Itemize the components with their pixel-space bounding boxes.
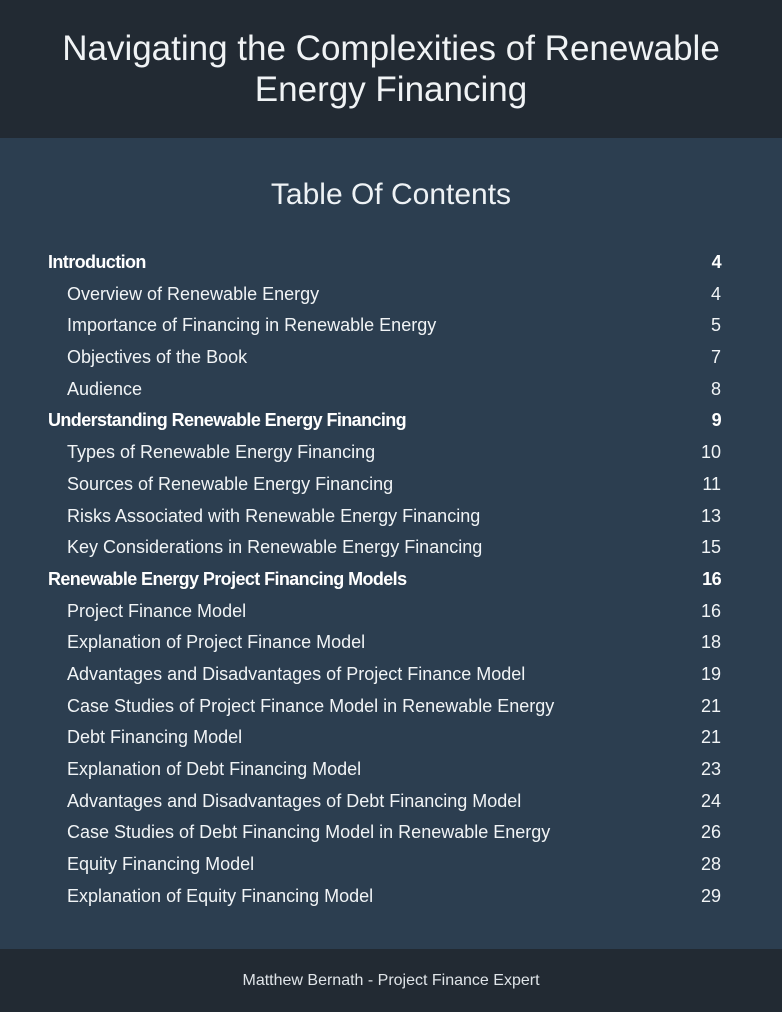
- toc-section-entry[interactable]: [48, 469, 721, 501]
- toc-section-entry[interactable]: [48, 659, 721, 691]
- toc-entry-page-number: 21: [700, 695, 721, 716]
- toc-entry-page-number: 4: [710, 283, 721, 304]
- toc-entry-page-number: 15: [700, 537, 721, 558]
- toc-entry-label: Debt Financing Model: [67, 727, 243, 748]
- toc-section-entry[interactable]: [48, 596, 721, 628]
- toc-entry-page-number: 16: [700, 600, 721, 621]
- book-title: Navigating the Complexities of Renewable Energy Financing: [62, 29, 720, 109]
- toc-entry-label: Renewable Energy Project Financing Models: [48, 568, 407, 589]
- toc-section-entry[interactable]: [48, 279, 721, 311]
- toc-section-entry[interactable]: [48, 437, 721, 469]
- toc-entry-label: Objectives of the Book: [67, 347, 248, 368]
- toc-entry-page-number: 23: [700, 759, 721, 779]
- toc-entry-page-number: 10: [700, 442, 721, 463]
- toc-section-entry[interactable]: [48, 501, 721, 533]
- toc-entry-label: Advantages and Disadvantages of Project Finance Model: [67, 663, 526, 684]
- toc-entry-page-number: 8: [710, 378, 721, 399]
- toc-entry-label: Risks Associated with Renewable Energy Financing: [67, 505, 481, 526]
- toc-entry-label: Explanation of Debt Financing Model: [67, 759, 362, 779]
- table-of-contents: [48, 247, 721, 912]
- toc-entry-label: Advantages and Disadvantages of Debt Financing Model: [67, 790, 522, 811]
- page-footer: [0, 949, 782, 1012]
- toc-section-entry[interactable]: [48, 817, 721, 849]
- toc-section-entry[interactable]: [48, 627, 721, 659]
- toc-entry-label: Explanation of Project Finance Model: [67, 632, 366, 653]
- toc-chapter-entry[interactable]: [48, 247, 721, 279]
- toc-entry-label: Equity Financing Model: [67, 854, 255, 875]
- toc-entry-label: Types of Renewable Energy Financing: [67, 442, 376, 463]
- toc-section-entry[interactable]: [48, 532, 721, 564]
- toc-entry-page-number: 4: [711, 252, 721, 272]
- toc-section-entry[interactable]: [48, 881, 721, 913]
- toc-entry-page-number: 19: [700, 663, 721, 684]
- footer-author: Matthew Bernath - Project Finance Expert: [242, 971, 540, 989]
- toc-section-entry[interactable]: [48, 310, 721, 342]
- toc-section-entry[interactable]: [48, 849, 721, 881]
- toc-entry-label: Sources of Renewable Energy Financing: [67, 473, 394, 494]
- toc-entry-page-number: 7: [710, 347, 721, 368]
- toc-entry-page-number: 29: [700, 885, 721, 906]
- toc-entry-page-number: 18: [700, 632, 721, 653]
- toc-entry-label: Overview of Renewable Energy: [67, 283, 320, 304]
- toc-entry-label: Case Studies of Debt Financing Model in Renewable Energy: [67, 822, 551, 843]
- toc-heading: Table Of Contents: [270, 178, 512, 211]
- toc-entry-page-number: 24: [700, 790, 721, 811]
- toc-entry-page-number: 5: [710, 315, 721, 336]
- toc-section-entry[interactable]: [48, 722, 721, 754]
- toc-entry-label: Key Considerations in Renewable Energy Financing: [67, 537, 483, 558]
- toc-section-entry[interactable]: [48, 691, 721, 723]
- toc-entry-page-number: 21: [700, 727, 721, 748]
- toc-chapter-entry[interactable]: [48, 405, 721, 437]
- toc-entry-label: Audience: [67, 378, 143, 399]
- toc-chapter-entry[interactable]: [48, 564, 721, 596]
- page-header: [0, 0, 782, 138]
- toc-entry-page-number: 16: [702, 568, 721, 589]
- toc-entry-label: Introduction: [48, 252, 146, 272]
- toc-section-entry[interactable]: [48, 342, 721, 374]
- toc-entry-label: Explanation of Equity Financing Model: [67, 885, 374, 906]
- toc-entry-page-number: 13: [700, 505, 721, 526]
- toc-entry-page-number: 9: [711, 410, 721, 431]
- toc-entry-label: Project Finance Model: [67, 600, 247, 621]
- toc-entry-page-number: 28: [700, 854, 721, 875]
- toc-entry-page-number: 26: [700, 822, 721, 843]
- toc-entry-label: Understanding Renewable Energy Financing: [48, 410, 407, 431]
- toc-entry-page-number: 11: [702, 473, 721, 494]
- toc-entry-label: Importance of Financing in Renewable Energy: [67, 315, 437, 336]
- toc-entry-label: Case Studies of Project Finance Model in Renewable Energy: [67, 695, 555, 716]
- toc-section-entry[interactable]: [48, 374, 721, 406]
- toc-section-entry[interactable]: [48, 754, 721, 786]
- toc-section-entry[interactable]: [48, 786, 721, 818]
